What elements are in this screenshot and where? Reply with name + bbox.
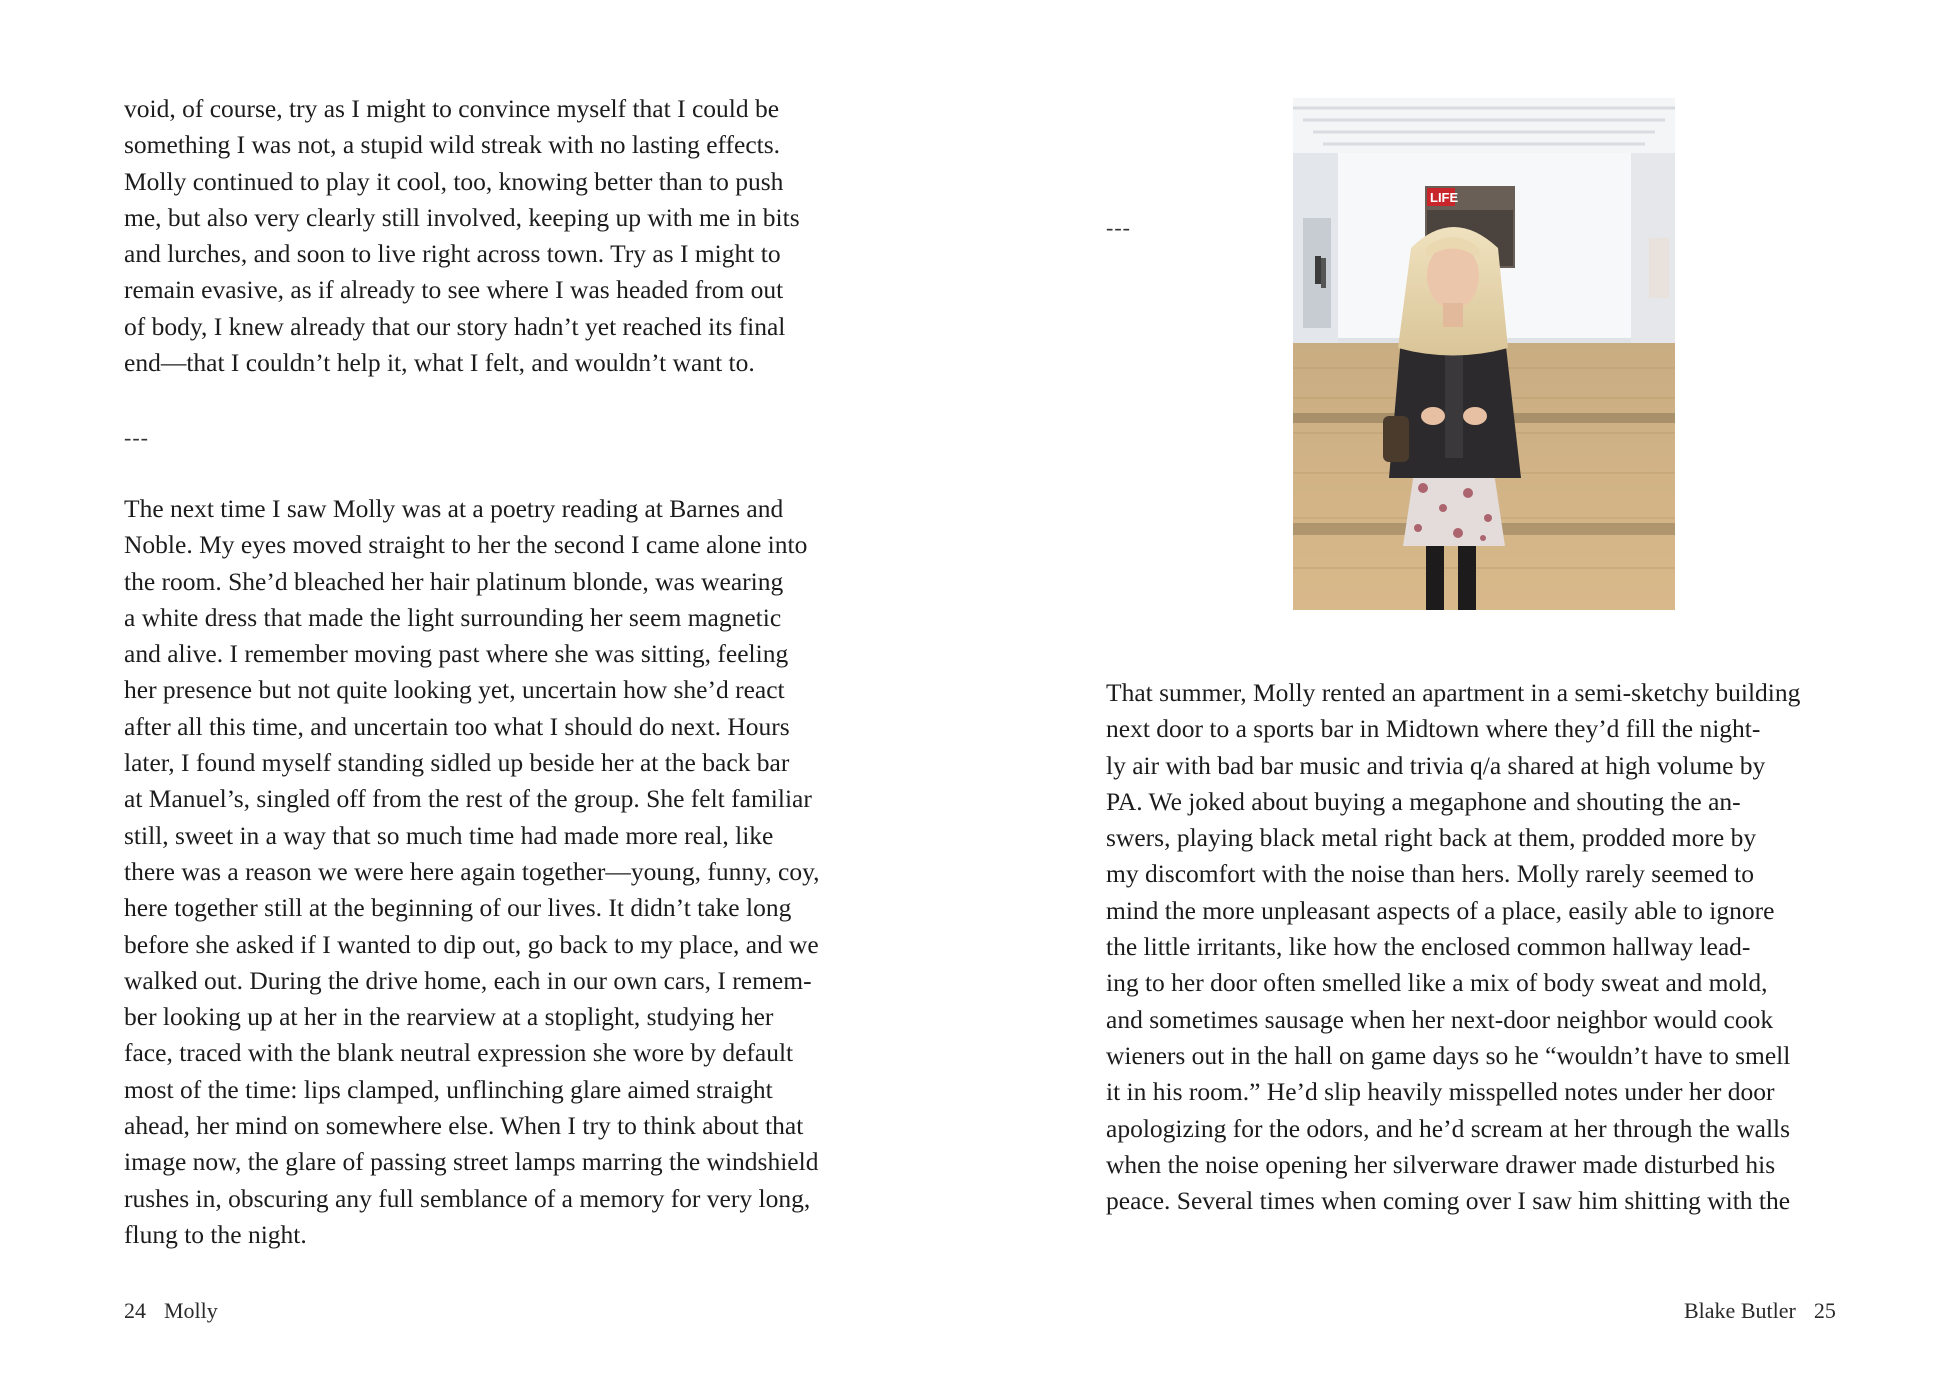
text-line: Molly continued to play it cool, too, knowing better than to push — [124, 166, 784, 196]
text-line: end—that I couldn’t help it, what I felt, and wouldn’t want to. — [124, 348, 755, 378]
left-running-title: Molly — [164, 1298, 218, 1323]
left-paragraph-2 — [124, 491, 820, 1253]
right-page-number: 25 — [1813, 1298, 1836, 1323]
text-line: me, but also very clearly still involved, keeping up with me in bits — [124, 202, 800, 232]
text-line: peace. Several times when coming over I saw him shitting with the — [1106, 1186, 1791, 1216]
text-line: there was a reason we were here again together—young, funny, coy, — [124, 856, 820, 886]
text-line: ber looking up at her in the rearview at a stoplight, studying her — [124, 1002, 774, 1032]
text-line: still, sweet in a way that so much time had made more real, like — [124, 820, 774, 850]
text-line: ahead, her mind on somewhere else. When I try to think about that — [124, 1111, 804, 1141]
text-line: a white dress that made the light surrounding her seem magnetic — [124, 602, 782, 632]
left-page-number: 24 — [124, 1298, 146, 1323]
text-line: PA. We joked about buying a megaphone and shouting the an- — [1106, 786, 1741, 816]
text-line: rushes in, obscuring any full semblance of a memory for very long, — [124, 1183, 811, 1213]
text-line: remain evasive, as if already to see where I was headed from out — [124, 275, 784, 305]
text-line: and sometimes sausage when her next-door neighbor would cook — [1106, 1004, 1774, 1034]
text-line: ly air with bad bar music and trivia q/a shared at high volume by — [1106, 750, 1766, 780]
right-running-title: Blake Butler — [1684, 1298, 1796, 1323]
text-line: The next time I saw Molly was at a poetry reading at Barnes and — [124, 494, 784, 523]
text-line: wieners out in the hall on game days so he “wouldn’t have to smell — [1106, 1040, 1791, 1070]
left-paragraph-1 — [124, 91, 800, 381]
left-section-separator: --- — [124, 425, 149, 450]
photo-illustration — [1293, 98, 1675, 610]
right-footer — [1684, 1298, 1836, 1324]
text-line: at Manuel’s, singled off from the rest of the group. She felt familiar — [124, 784, 812, 814]
text-line: my discomfort with the noise than hers. Molly rarely seemed to — [1106, 859, 1754, 889]
text-line: void, of course, try as I might to convince myself that I could be — [124, 94, 780, 123]
text-line: image now, the glare of passing street lamps marring the windshield — [124, 1147, 819, 1177]
right-paragraph-1 — [1106, 675, 1800, 1219]
text-line: That summer, Molly rented an apartment in a semi-sketchy building — [1106, 678, 1801, 707]
text-line: the room. She’d bleached her hair platinum blonde, was wearing — [124, 566, 784, 596]
text-line: and alive. I remember moving past where she was sitting, feeling — [124, 639, 789, 669]
life-sign: LIFE — [1430, 190, 1459, 205]
text-line: something I was not, a stupid wild streak with no lasting effects. — [124, 130, 781, 160]
left-footer — [124, 1298, 218, 1324]
text-line: here together still at the beginning of our lives. It didn’t take long — [124, 893, 792, 923]
text-line: swers, playing black metal right back at them, prodded more by — [1106, 823, 1757, 853]
text-line: of body, I knew already that our story hadn’t yet reached its final — [124, 311, 786, 341]
text-line: Noble. My eyes moved straight to her the second I came alone into — [124, 530, 808, 560]
text-line: after all this time, and uncertain too what I should do next. Hours — [124, 711, 790, 741]
text-line: the little irritants, like how the enclosed common hallway lead- — [1106, 932, 1751, 962]
text-line: before she asked if I wanted to dip out, go back to my place, and we — [124, 929, 819, 959]
text-line: next door to a sports bar in Midtown where they’d fill the night- — [1106, 714, 1761, 744]
text-line: ing to her door often smelled like a mix of body sweat and mold, — [1106, 968, 1768, 998]
text-line: it in his room.” He’d slip heavily misspelled notes under her door — [1106, 1077, 1775, 1107]
text-line: face, traced with the blank neutral expression she wore by default — [124, 1038, 794, 1068]
text-line: and lurches, and soon to live right across town. Try as I might to — [124, 239, 781, 269]
text-line: later, I found myself standing sidled up beside her at the back bar — [124, 748, 790, 778]
text-line: walked out. During the drive home, each in our own cars, I remem- — [124, 965, 812, 995]
right-section-separator: --- — [1106, 215, 1131, 240]
text-line: her presence but not quite looking yet, uncertain how she’d react — [124, 675, 785, 705]
text-line: most of the time: lips clamped, unflinching glare aimed straight — [124, 1074, 773, 1104]
text-line: when the noise opening her silverware drawer made disturbed his — [1106, 1149, 1776, 1179]
text-line: flung to the night. — [124, 1219, 307, 1249]
photo-woman-in-gallery — [1293, 98, 1675, 610]
text-line: apologizing for the odors, and he’d scream at her through the walls — [1106, 1113, 1791, 1143]
text-line: mind the more unpleasant aspects of a place, easily able to ignore — [1106, 895, 1775, 925]
